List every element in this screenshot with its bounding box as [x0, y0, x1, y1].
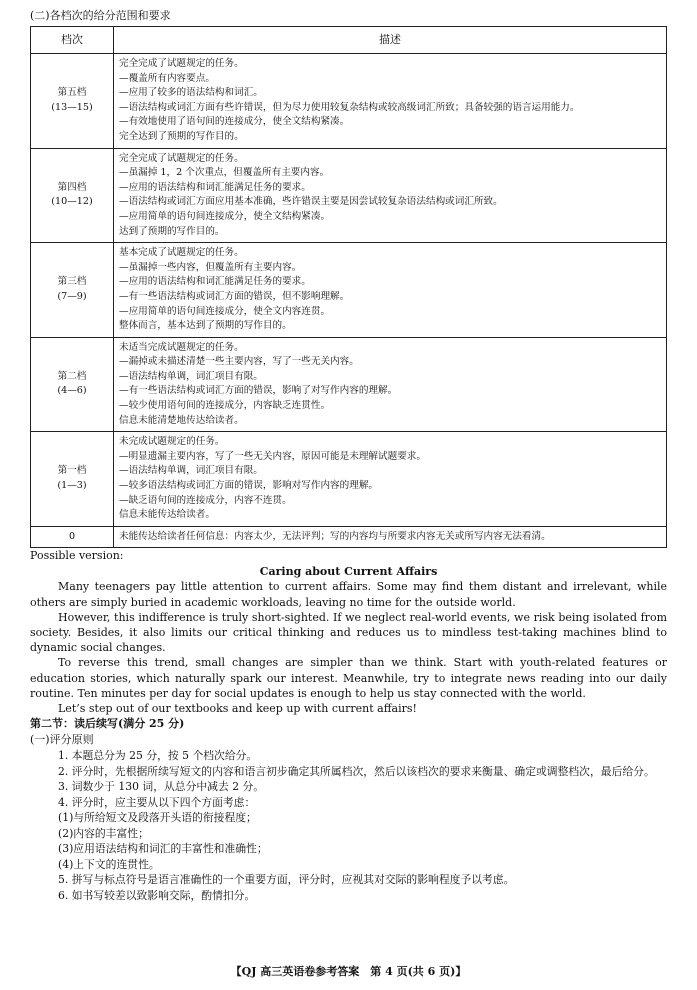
- rule-item: (3)应用语法结构和词汇的丰富性和准确性；: [58, 842, 268, 856]
- description-line: —应用的语法结构和词汇能满足任务的要求。: [119, 181, 311, 193]
- level-cell: [31, 148, 114, 243]
- level-cell: [31, 526, 114, 548]
- description-line: 未能传达给读者任何信息：内容太少，无法评判；写的内容均与所要求内容无关或所写内容无法看清。: [119, 530, 551, 542]
- level-name: 第一档: [57, 465, 87, 477]
- level-name: 第二档: [57, 370, 87, 382]
- table-header-row: [31, 27, 667, 54]
- page-footer: 【QJ 高三英语卷参考答案 第 4 页(共 6 页)】: [230, 965, 467, 978]
- description-line: —漏掉或未描述清楚一些主要内容，写了一些无关内容。: [119, 356, 359, 368]
- essay-paragraph: Let’s step out of our textbooks and keep up with current affairs!: [58, 702, 417, 716]
- section2-subheading: (一)评分原则: [30, 733, 94, 747]
- level-cell: [31, 243, 114, 338]
- rule-item: 4. 评分时，应主要从以下四个方面考虑：: [58, 795, 256, 809]
- rule-item: 3. 词数少于 130 词，从总分中减去 2 分。: [58, 780, 265, 794]
- description-line: 信息未能传达给读者。: [119, 509, 215, 521]
- description-line: 未完成试题规定的任务。: [119, 436, 225, 448]
- description-line: —虽漏掉 1，2 个次重点，但覆盖所有主要内容。: [119, 167, 330, 179]
- description-cell: [114, 337, 667, 432]
- description-line: —语法结构或词汇方面有些许错误，但为尽力使用较复杂结构或较高级词汇所致；具备较强的语言运用能力。: [119, 101, 580, 113]
- rule-item: (1)与所给短文及段落开头语的衔接程度；: [58, 811, 257, 825]
- description-line: 完全完成了试题规定的任务。: [119, 58, 244, 69]
- description-line: —较少使用语句间的连接成分，内容缺乏连贯性。: [119, 400, 331, 412]
- table-row: [31, 54, 667, 149]
- description-line: —语法结构单调，词汇项目有限。: [119, 370, 263, 382]
- rubric-body: [31, 54, 667, 548]
- possible-version-label: Possible version:: [30, 549, 124, 563]
- rule-item: (2)内容的丰富性；: [58, 826, 149, 840]
- description-line: —较多语法结构或词汇方面的错误，影响对写作内容的理解。: [119, 480, 379, 492]
- description-line: 完全达到了预期的写作目的。: [119, 130, 244, 142]
- description-line: —有一些语法结构或词汇方面的错误，但不影响理解。: [119, 290, 350, 302]
- rule-item: 6. 如书写较差以致影响交际，酌情扣分。: [58, 888, 256, 902]
- description-line: —应用了较多的语法结构和词汇。: [119, 87, 263, 99]
- rule-item: 1. 本题总分为 25 分，按 5 个档次给分。: [58, 749, 258, 763]
- description-line: 完全完成了试题规定的任务。: [119, 152, 244, 164]
- description-line: —有效地使用了语句间的连接成分，使全文结构紧凑。: [119, 116, 350, 128]
- level-range: (4—6): [57, 385, 87, 397]
- description-line: —应用简单的语句间连接成分，使全文内容连贯。: [119, 305, 331, 317]
- description-cell: [114, 432, 667, 527]
- description-cell: [114, 54, 667, 149]
- header-description: 描述: [114, 27, 667, 54]
- description-line: 达到了预期的写作目的。: [119, 225, 225, 237]
- description-line: —覆盖所有内容要点。: [119, 72, 215, 84]
- table-row: [31, 337, 667, 432]
- level-name: 0: [68, 530, 76, 542]
- essay-title: Caring about Current Affairs: [259, 565, 438, 579]
- scoring-rules: [30, 748, 667, 903]
- rubric-table: [30, 26, 667, 548]
- description-line: —语法结构单调，词汇项目有限。: [119, 465, 263, 477]
- rule-item: (4)上下文的连贯性。: [58, 857, 160, 871]
- level-cell: [31, 432, 114, 527]
- level-range: (1—3): [57, 480, 87, 492]
- table-row: [31, 148, 667, 243]
- table-row: [31, 432, 667, 527]
- level-name: 第四档: [57, 181, 87, 193]
- section-title: (二)各档次的给分范围和要求: [30, 9, 171, 22]
- essay-paragraph: However, this indifference is truly short-sighted. If we neglect real-world events, we risk being isolated from society. Besides, it also limits our critical thinking and reduces us to mindless test-taking machines blind to dynamic social changes.: [30, 610, 667, 655]
- description-line: —应用的语法结构和词汇能满足任务的要求。: [119, 276, 311, 288]
- description-line: —应用简单的语句间连接成分，使全文结构紧凑。: [119, 210, 331, 222]
- description-cell: [114, 148, 667, 243]
- description-cell: [114, 243, 667, 338]
- level-name: 第五档: [57, 87, 87, 99]
- rule-item: 5. 拼写与标点符号是语言准确性的一个重要方面，评分时，应视其对交际的影响程度予以考虑。: [58, 873, 515, 887]
- level-cell: [31, 337, 114, 432]
- section2-heading: 第二节：读后续写(满分 25 分): [30, 717, 185, 731]
- essay-paragraph: Many teenagers pay little attention to current affairs. Some may find them distant and irrelevant, while others are simply buried in academic workloads, leaving no time for the outside world.: [30, 580, 667, 609]
- essay-paragraph: To reverse this trend, small changes are simpler than we think. Start with youth-related features or education stories, which naturally spark our interest. Meanwhile, try to integrate news reading into our daily routine. Ten minutes per day for social updates is enough to help us stay connected with the world.: [30, 656, 667, 700]
- level-range: (7—9): [57, 290, 87, 302]
- description-line: 未适当完成试题规定的任务。: [119, 341, 244, 353]
- description-line: —明显遗漏主要内容，写了一些无关内容，原因可能是未理解试题要求。: [119, 450, 426, 462]
- description-line: —语法结构或词汇方面应用基本准确，些许错误主要是因尝试较复杂语法结构或词汇所致。: [119, 196, 503, 208]
- level-name: 第三档: [57, 276, 87, 288]
- table-row: [31, 526, 667, 548]
- level-range: (13—15): [51, 101, 93, 113]
- header-level: 档次: [31, 27, 114, 54]
- description-line: —缺乏语句间的连接成分，内容不连贯。: [119, 494, 292, 506]
- level-cell: [31, 54, 114, 149]
- description-line: —有一些语法结构或词汇方面的错误，影响了对写作内容的理解。: [119, 385, 398, 397]
- page: [30, 8, 667, 903]
- description-line: —虽漏掉一些内容，但覆盖所有主要内容。: [119, 261, 302, 273]
- level-range: (10—12): [51, 196, 93, 208]
- description-line: 整体而言，基本达到了预期的写作目的。: [119, 320, 292, 332]
- description-line: 基本完成了试题规定的任务。: [119, 247, 244, 259]
- table-row: [31, 243, 667, 338]
- essay-body: [30, 579, 667, 716]
- rule-item: 2. 评分时，先根据所续写短文的内容和语言初步确定其所属档次，然后以该档次的要求来衡量、确定或调整档次，最后给分。: [58, 764, 655, 778]
- description-cell: [114, 526, 667, 548]
- description-line: 信息未能清楚地传达给读者。: [119, 414, 244, 426]
